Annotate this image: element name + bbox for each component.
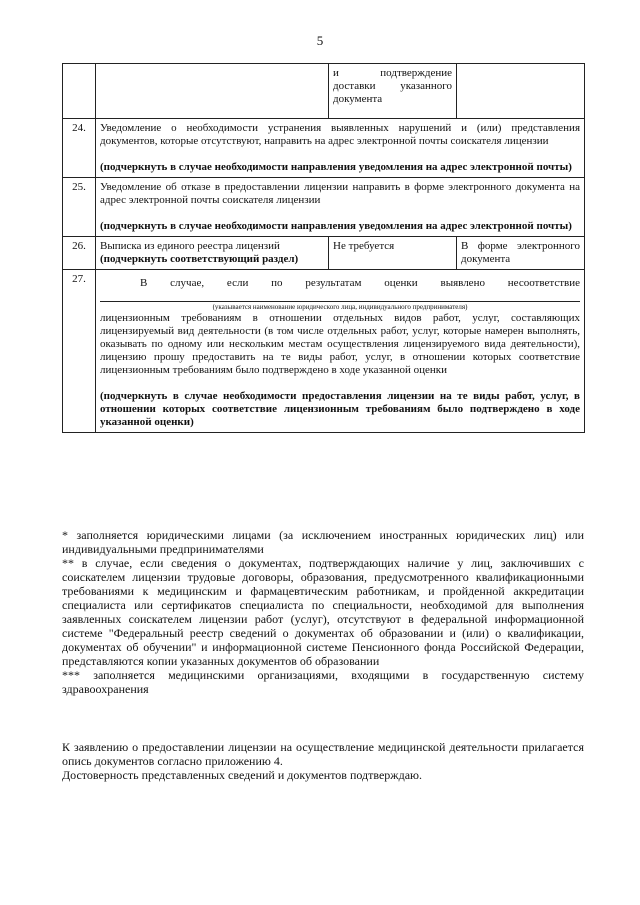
lead-word: по <box>271 277 283 289</box>
footnotes <box>62 528 584 696</box>
row-number: 27. <box>63 270 96 433</box>
row-number: 24. <box>63 119 96 178</box>
lead-word: результатам <box>305 277 362 289</box>
entity-name-field-caption: (указывается наименование юридического лица, индивидуального предпринимателя) <box>100 301 580 312</box>
option-not-required[interactable]: Не требуется <box>329 237 457 270</box>
lead-word: если <box>226 277 249 289</box>
table-row-continuation <box>63 64 585 119</box>
row-content <box>96 119 585 178</box>
application-table <box>62 63 585 433</box>
page-number: 5 <box>316 33 324 48</box>
row-text: Уведомление об отказе в предоставлении лицензии направить в форме электронного документа на адрес электронной почты соискателя лицензии <box>100 181 580 206</box>
lead-word: оценки <box>384 277 418 289</box>
row-lead-line <box>100 273 580 290</box>
table-row-26 <box>63 237 585 270</box>
row-number: 26. <box>63 237 96 270</box>
lead-word: несоответствие <box>507 277 580 289</box>
cell-empty <box>96 64 329 119</box>
row-text: Выписка из единого реестра лицензий <box>100 240 280 252</box>
cell-empty-right <box>457 64 585 119</box>
row-text: лицензионным требованиям в отношении отдельных видов работ, услуг, составляющих лицензируемый вид деятельности (в том числе отдельных работ, услуг, которые намерен выполнять, оказывать по одному или нескольким местам осуществления лицензируемого вида деятельности), лицензию прошу предоставить на те виды работ, услуг, в отношении которых соответствие лицензионным требованиям было подтверждено в ходе указанной оценки <box>100 312 580 376</box>
row-note: (подчеркнуть в случае необходимости направления уведомления на адрес электронной почты) <box>100 220 572 232</box>
lead-word: случае, <box>170 277 205 289</box>
row-number: 25. <box>63 178 96 237</box>
row-note: (подчеркнуть в случае необходимости направления уведомления на адрес электронной почты) <box>100 161 572 173</box>
option-electronic-document[interactable]: В форме электронного документа <box>457 237 585 270</box>
footnote-1: * заполняется юридическими лицами (за исключением иностранных юридических лиц) или индивидуальными предпринимателями <box>62 528 584 556</box>
table-row-24 <box>63 119 585 178</box>
row-note: (подчеркнуть соответствующий раздел) <box>100 253 299 265</box>
closing-statements <box>62 740 584 782</box>
row-note: (подчеркнуть в случае необходимости предоставления лицензии на те виды работ, услуг, в отношении которых соответствие лицензионным требованиям было подтверждено в ходе указанной оценки) <box>100 390 580 428</box>
footnote-3: *** заполняется медицинскими организациями, входящими в государственную систему здравоохранения <box>62 668 584 696</box>
lead-word: выявлено <box>440 277 485 289</box>
table-row-27 <box>63 270 585 433</box>
table-row-25 <box>63 178 585 237</box>
footnote-2: ** в случае, если сведения о документах, подтверждающих наличие у лиц, заключивших с соискателем лицензии трудовые договоры, образования, предусмотренного квалификационными требованиями к медицинским и фармацевтическим работникам, и пройденной аккредитации специалиста или сертификатов специалиста по специальности, необходимой для выполнения заявленных соискателем лицензии работ (услуг), отсутствуют в федеральной информационной системе "Федеральный реестр сведений о документах об образовании и (или) о квалификации, документах об обучении" и информационной системе Пенсионного фонда Российской Федерации, представляются копии указанных документов об образовании <box>62 556 584 668</box>
cell-num-empty <box>63 64 96 119</box>
lead-word: В <box>140 277 148 289</box>
cell-delivery-confirmation: и подтверждение доставки указанного документа <box>329 64 457 119</box>
row-content <box>96 237 329 270</box>
row-content <box>96 270 585 433</box>
row-content <box>96 178 585 237</box>
attachment-statement: К заявлению о предоставлении лицензии на осуществление медицинской деятельности прилагается опись документов согласно приложению 4. <box>62 740 584 768</box>
authenticity-statement: Достоверность представленных сведений и документов подтверждаю. <box>62 768 422 782</box>
row-text: Уведомление о необходимости устранения выявленных нарушений и (или) представления документов, которые отсутствуют, направить на адрес электронной почты соискателя лицензии <box>100 122 580 147</box>
